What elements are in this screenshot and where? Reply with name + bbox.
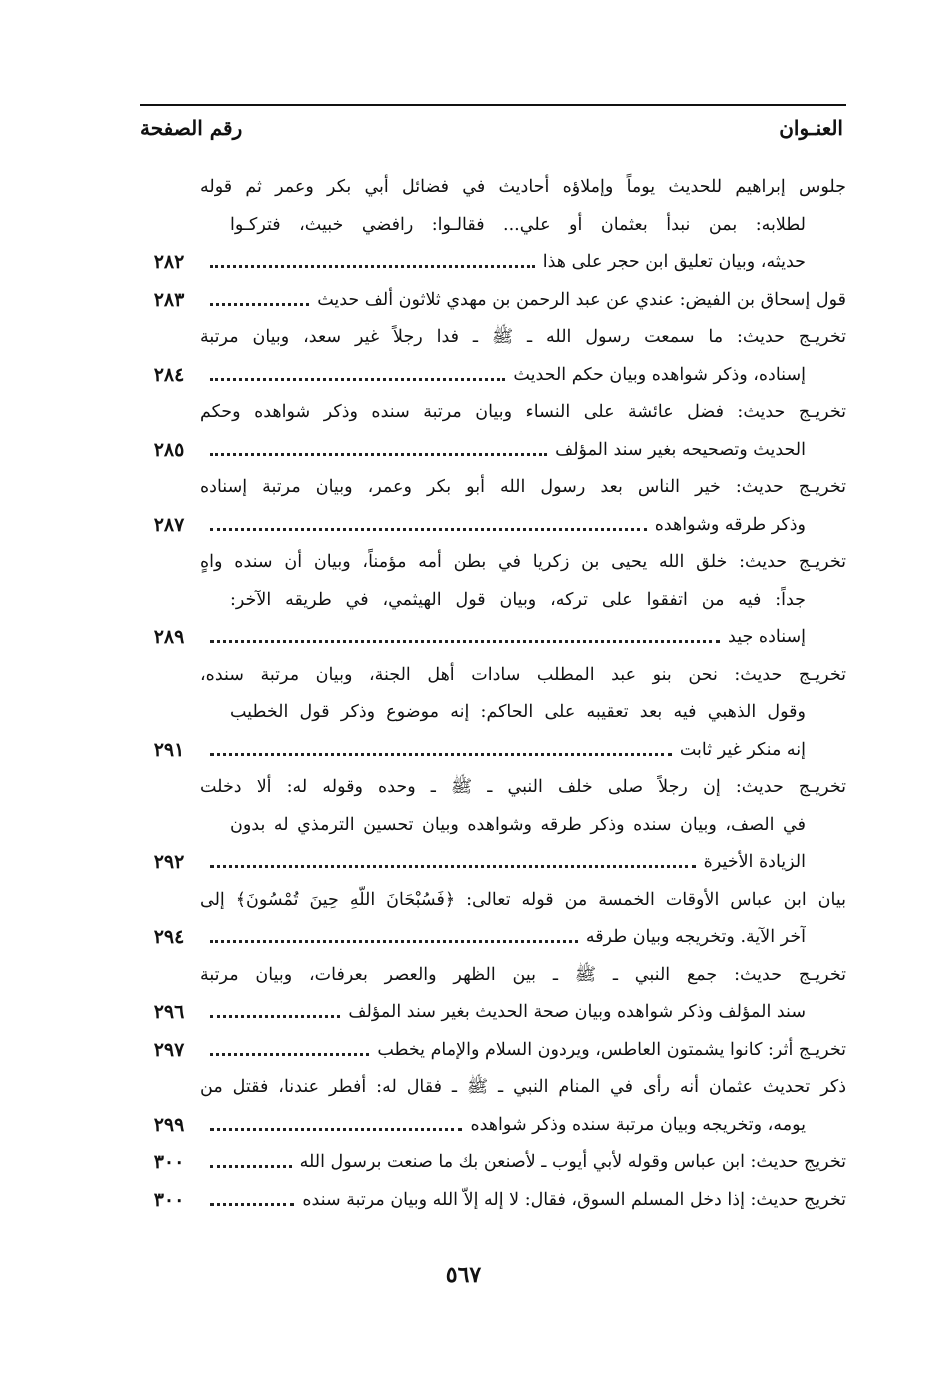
toc-entry-line bbox=[140, 432, 846, 470]
toc-entry-text: تخريج حديث: إذا دخل المسلم السوق، فقال: لا إله إلاّ الله وبيان مرتبة سنده bbox=[302, 1189, 846, 1210]
toc-entry-text: تخريـج حديث: خير الناس بعد رسول الله أبو بكر وعمر، وبيان مرتبة إسناده bbox=[200, 477, 846, 497]
dot-leader bbox=[210, 940, 578, 943]
toc-page-number: ٢٨٧ bbox=[153, 513, 185, 536]
toc-entry-line bbox=[140, 282, 846, 320]
toc-entry-line bbox=[140, 1069, 846, 1107]
toc-entry-text: إنه منكر غير ثابت bbox=[679, 739, 806, 760]
toc-page-number: ٢٨٥ bbox=[153, 438, 185, 461]
toc-page-number: ٢٩١ bbox=[153, 738, 185, 761]
toc-entry-text: الزيادة الأخيرة bbox=[703, 852, 806, 872]
toc-entry-text: سند المؤلف وذكر شواهده وبيان صحة الحديث بغير سند المؤلف bbox=[348, 1002, 806, 1022]
toc-entry-line bbox=[140, 619, 846, 657]
dot-leader bbox=[210, 1128, 462, 1131]
toc-entry-line bbox=[140, 169, 846, 207]
dot-leader bbox=[210, 378, 505, 381]
toc-entry-text: تخريـج حديث: فضل عائشة على النساء وبيان مرتبة سنده وذكر شواهده وحكم bbox=[200, 402, 846, 422]
toc-entry-line bbox=[140, 1107, 846, 1145]
toc-entry-line bbox=[140, 357, 846, 395]
toc-page-number: ٢٨٣ bbox=[153, 288, 185, 311]
toc-entry-line bbox=[140, 507, 846, 545]
toc-page-number: ٢٩٢ bbox=[153, 851, 185, 873]
toc-entry-line bbox=[140, 1144, 846, 1182]
toc-entry-line bbox=[140, 994, 846, 1032]
toc-entry-text: إسناده، وذكر شواهده وبيان حكم الحديث bbox=[513, 364, 806, 385]
toc-entry-line bbox=[140, 657, 846, 695]
toc-entry-line bbox=[140, 1032, 846, 1070]
dot-leader bbox=[210, 1165, 292, 1168]
toc-entry-line bbox=[140, 207, 846, 245]
dot-leader bbox=[210, 1203, 294, 1206]
toc-entry-text: تخريـج حديث: خلق الله يحيى بن زكريا في بطن أمه مؤمناً، وبيان أن سنده واهٍ bbox=[200, 552, 846, 572]
folio-number: ٥٦٧ bbox=[445, 1262, 482, 1288]
toc-page-number: ٢٨٤ bbox=[153, 363, 185, 386]
toc-entry-text: الحديث وتصحيحه بغير سند المؤلف bbox=[555, 439, 806, 460]
table-of-contents bbox=[140, 169, 846, 1219]
toc-entry-line bbox=[140, 769, 846, 807]
toc-entry-text: بيان ابن عباس الأوقات الخمسة من قوله تعالى: ﴿فَسُبْحَانَ اللَّهِ حِينَ تُمْسُونَ﴾ إلى bbox=[200, 889, 846, 910]
toc-entry-text: إسناده جيد bbox=[728, 627, 806, 647]
dot-leader bbox=[210, 303, 309, 306]
toc-entry-line bbox=[140, 919, 846, 957]
dot-leader bbox=[210, 265, 535, 268]
toc-page-number: ٢٨٩ bbox=[153, 626, 185, 648]
toc-entry-text: تخريـج حديث: نحن بنو عبد المطلب سادات أهل الجنة، وبيان مرتبة سنده، bbox=[200, 664, 846, 685]
toc-entry-line bbox=[140, 882, 846, 920]
toc-entry-text: لطلابه: بمن نبدأ بعثمان أو علي... فقالـوا: رافضي خبيث، فتركـوا bbox=[230, 214, 806, 235]
dot-leader bbox=[210, 453, 547, 456]
toc-entry-line bbox=[140, 694, 846, 732]
toc-entry-line bbox=[140, 582, 846, 620]
toc-page-number: ٢٩٦ bbox=[153, 1001, 185, 1023]
toc-entry-text: وقول الذهبي فيه بعد تعقيبه على الحاكم: إنه موضوع وذكر قول الخطيب bbox=[230, 702, 806, 722]
toc-entry-line bbox=[140, 469, 846, 507]
toc-entry-line bbox=[140, 807, 846, 845]
toc-entry-text: ذكر تحديث عثمان أنه رأى في المنام النبي ـ ﷺ ـ فقال له: أفطر عندنا، فقتل من bbox=[200, 1077, 846, 1097]
toc-page-number: ٣٠٠ bbox=[153, 1151, 185, 1173]
column-title-heading: العنـوان bbox=[779, 116, 843, 140]
toc-entry-text: تخريـج أثر: كانوا يشمتون العاطس، ويردون السلام والإمام يخطب bbox=[377, 1039, 846, 1060]
toc-entry-line bbox=[140, 732, 846, 770]
toc-entry-text: تخريـج حديث: ما سمعت رسول الله ـ ﷺ ـ فدا رجلاً غير سعد، وبيان مرتبة bbox=[200, 327, 846, 347]
toc-entry-text: آخر الآية. وتخريجه وبيان طرقه bbox=[585, 927, 806, 947]
toc-page-number: ٣٠٠ bbox=[153, 1188, 185, 1211]
dot-leader bbox=[210, 1015, 340, 1018]
toc-entry-text: حديثه، وبيان تعليق ابن حجر على هذا bbox=[542, 252, 806, 272]
toc-entry-line bbox=[140, 844, 846, 882]
toc-entry-text: جداً: فيه من اتفقوا على تركه، وبيان قول الهيثمي، في طريقه الآخر: bbox=[230, 589, 806, 610]
dot-leader bbox=[210, 640, 720, 643]
toc-entry-text: جلوس إبراهيم للحديث يوماً وإملاؤه أحاديث في فضائل أبي بكر وعمر ثم قوله bbox=[200, 177, 846, 197]
toc-entry-text: في الصف، وبيان سنده وذكر طرقه وشواهده وبيان تحسين الترمذي له بدون bbox=[230, 814, 806, 835]
dot-leader bbox=[210, 865, 696, 868]
dot-leader bbox=[210, 1053, 369, 1056]
toc-page-number: ٢٩٧ bbox=[153, 1038, 185, 1061]
toc-entry-text: تخريـج حديث: إن رجلاً صلى خلف النبي ـ ﷺ ـ وحده وقوله له: ألا دخلت bbox=[200, 777, 846, 797]
toc-entry-text: تخريـج حديث: جمع النبي ـ ﷺ ـ بين الظهر والعصر بعرفات، وبيان مرتبة bbox=[200, 964, 846, 985]
toc-entry-text: قول إسحاق بن الفيض: عندي عن عبد الرحمن بن مهدي ثلاثون ألف حديث bbox=[317, 289, 846, 310]
page-number-heading: رقم الصفحة bbox=[140, 116, 243, 140]
toc-entry-text: تخريج حديث: ابن عباس وقوله لأبي أيوب ـ لأصنعن بك ما صنعت برسول الله bbox=[299, 1152, 846, 1172]
dot-leader bbox=[210, 753, 672, 756]
toc-page-number: ٢٨٢ bbox=[153, 251, 185, 273]
toc-entry-line bbox=[140, 1182, 846, 1220]
toc-page-number: ٢٩٩ bbox=[153, 1113, 185, 1136]
toc-entry-line bbox=[140, 957, 846, 995]
toc-entry-line bbox=[140, 544, 846, 582]
dot-leader bbox=[210, 528, 647, 531]
header-rule bbox=[140, 104, 846, 106]
toc-page-number: ٢٩٤ bbox=[153, 926, 185, 948]
toc-entry-line bbox=[140, 319, 846, 357]
toc-entry-line bbox=[140, 394, 846, 432]
toc-entry-text: يومه، وتخريجه وبيان مرتبة سنده وذكر شواهده bbox=[470, 1114, 806, 1135]
toc-entry-text: وذكر طرقه وشواهده bbox=[654, 514, 806, 535]
toc-entry-line bbox=[140, 244, 846, 282]
